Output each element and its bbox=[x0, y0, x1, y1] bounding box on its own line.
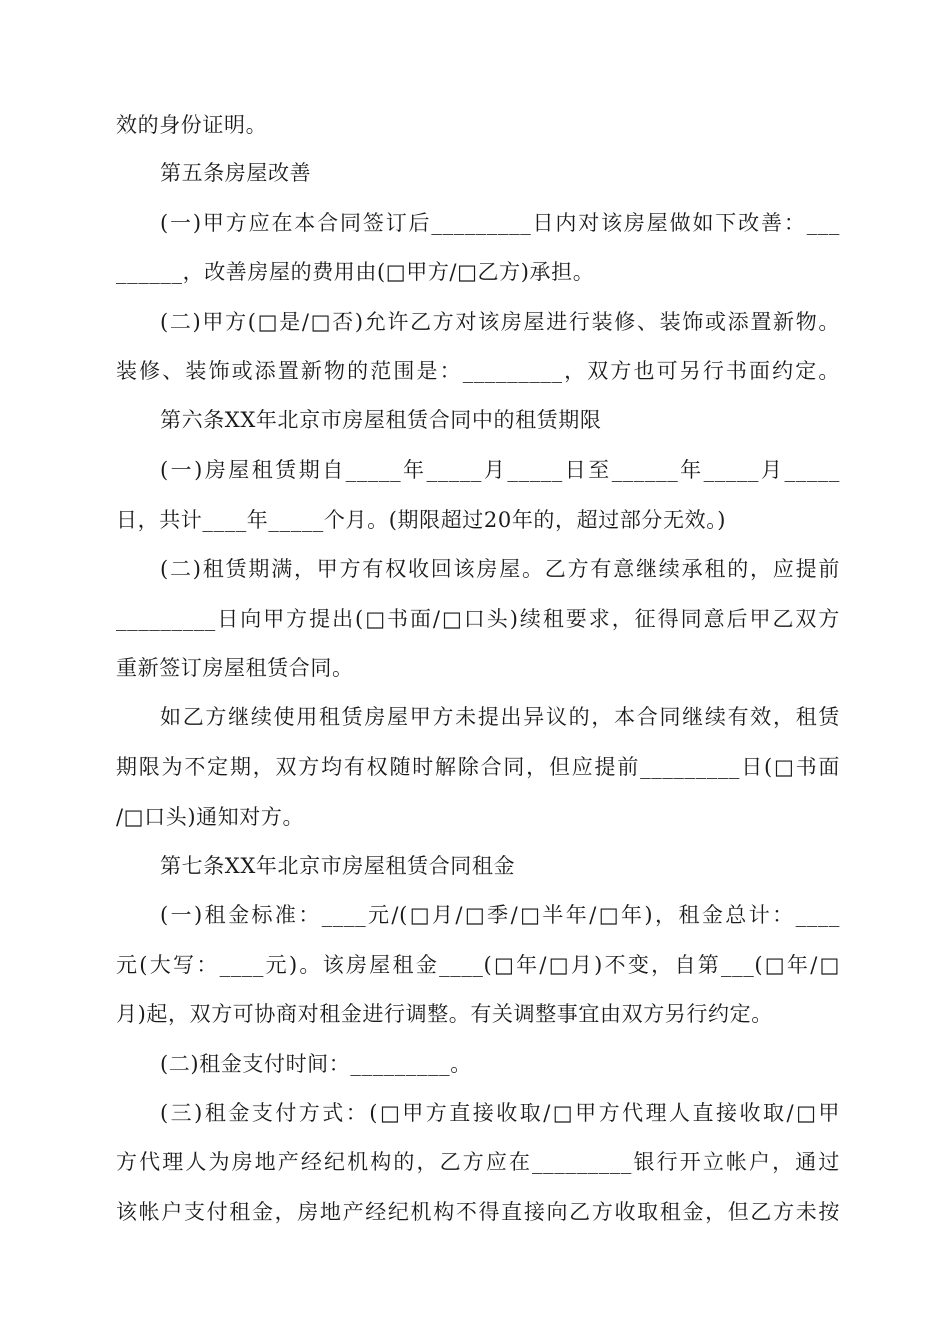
paragraph-line: _________日向甲方提出(□书面/□口头)续租要求，征得同意后甲乙双方 bbox=[116, 607, 840, 631]
paragraph-line: (一)甲方应在本合同签订后_________日内对该房屋做如下改善：___ bbox=[160, 211, 840, 235]
paragraph-line: (二)租赁期满，甲方有权收回该房屋。乙方有意继续承租的，应提前 bbox=[160, 557, 840, 581]
section-heading: 第七条XX年北京市房屋租赁合同租金 bbox=[160, 854, 516, 878]
paragraph-line: (二)租金支付时间：_________。 bbox=[160, 1052, 472, 1076]
paragraph-line: 重新签订房屋租赁合同。 bbox=[116, 656, 354, 680]
paragraph-line: 如乙方继续使用租赁房屋甲方未提出异议的，本合同继续有效，租赁 bbox=[160, 705, 840, 729]
paragraph-line: 效的身份证明。 bbox=[116, 113, 268, 137]
paragraph-line: /□口头)通知对方。 bbox=[116, 805, 305, 829]
paragraph-line: ______，改善房屋的费用由(□甲方/□乙方)承担。 bbox=[116, 260, 595, 284]
paragraph-line: (一)房屋租赁期自_____年_____月_____日至______年_____月_____ bbox=[160, 458, 840, 482]
paragraph-line: 装修、装饰或添置新物的范围是：_________，双方也可另行书面约定。 bbox=[116, 359, 840, 383]
paragraph-line: (一)租金标准：____元/(□月/□季/□半年/□年)，租金总计：____ bbox=[160, 903, 840, 927]
paragraph-line: 该帐户支付租金，房地产经纪机构不得直接向乙方收取租金，但乙方未按 bbox=[116, 1200, 840, 1224]
section-heading: 第六条XX年北京市房屋租赁合同中的租赁期限 bbox=[160, 408, 602, 432]
paragraph-line: 期限为不定期，双方均有权随时解除合同，但应提前_________日(□书面 bbox=[116, 755, 840, 779]
paragraph-line: 日，共计____年_____个月。(期限超过20年的，超过部分无效。) bbox=[116, 508, 727, 532]
paragraph-line: 月)起，双方可协商对租金进行调整。有关调整事宜由双方另行约定。 bbox=[116, 1002, 773, 1026]
paragraph-line: (二)甲方(□是/□否)允许乙方对该房屋进行装修、装饰或添置新物。 bbox=[160, 310, 840, 334]
section-heading: 第五条房屋改善 bbox=[160, 161, 312, 185]
paragraph-line: (三)租金支付方式：(□甲方直接收取/□甲方代理人直接收取/□甲 bbox=[160, 1101, 840, 1125]
paragraph-line: 元(大写：____元)。该房屋租金____(□年/□月)不变，自第___(□年/□ bbox=[116, 953, 840, 977]
paragraph-line: 方代理人为房地产经纪机构的，乙方应在_________银行开立帐户，通过 bbox=[116, 1150, 840, 1174]
